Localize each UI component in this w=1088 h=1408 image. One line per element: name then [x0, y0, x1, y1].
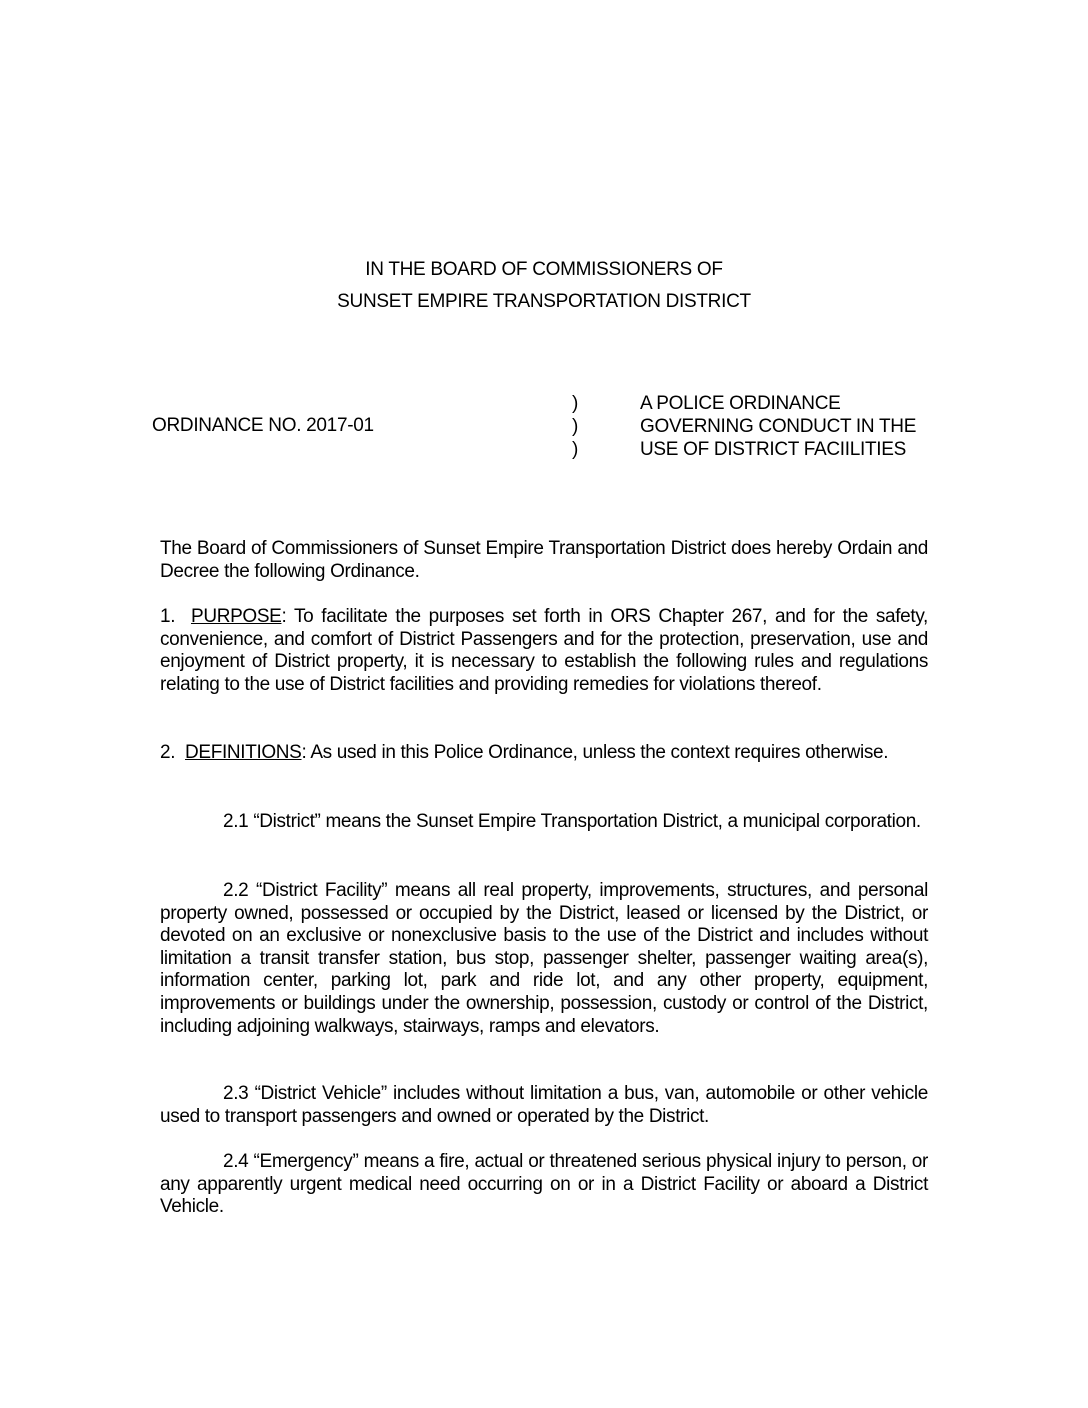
definition-text: “District Facility” means all real property, improvements, structures, and personal property owned, possessed or occupied by the District, leased or licensed by the District, or devoted on an exclusive or nonexclusive basis to the use of the District and includes without limitation a transit transfer station, bus stop, passenger shelter, passenger waiting area(s), information center, parking lot, park and ride lot, and any other property, equipment, improvements or buildings under the ownership, possession, custody or control of the District, including adjoining walkways, stairways, ramps and elevators.: [160, 880, 928, 1037]
section-heading-purpose: PURPOSE: [191, 606, 282, 627]
section-number: 1.: [160, 606, 176, 627]
heading-line-1: IN THE BOARD OF COMMISSIONERS OF: [365, 259, 723, 280]
preamble-text: The Board of Commissioners of Sunset Empire Transportation District does hereby Ordain and Decree the following Ordinance.: [160, 538, 928, 582]
definition-text: “Emergency” means a fire, actual or threatened serious physical injury to person, or any apparently urgent medical need occurring on or in a District Facility or aboard a District Vehicle.: [160, 1151, 928, 1218]
purpose-paragraph: [160, 606, 928, 696]
definition-number: 2.1: [223, 811, 249, 832]
definition-text: “District Vehicle” includes without limitation a bus, van, automobile or other vehicle used to transport passengers and owned or operated by the District.: [160, 1083, 928, 1127]
definition-paragraph: [160, 880, 928, 1038]
definition-number: 2.4: [223, 1151, 249, 1172]
definition-2-3: [160, 1083, 928, 1128]
caption-parentheses: [572, 392, 578, 461]
ordinance-caption: [152, 392, 942, 464]
paren: ): [572, 416, 579, 437]
section-definitions: [160, 742, 928, 765]
definition-number: 2.3: [223, 1083, 249, 1104]
preamble-paragraph: [160, 538, 928, 583]
definition-paragraph: [160, 1083, 928, 1128]
definitions-paragraph: [160, 742, 928, 765]
section-heading-definitions: DEFINITIONS: [185, 742, 302, 763]
ordinance-title-line: USE OF DISTRICT FACIILITIES: [640, 439, 907, 460]
document-heading: [0, 254, 1088, 318]
definition-text: “District” means the Sunset Empire Transportation District, a municipal corporation.: [253, 811, 921, 832]
ordinance-title-line: A POLICE ORDINANCE: [640, 393, 841, 414]
ordinance-title: [640, 392, 916, 461]
ordinance-number: ORDINANCE NO. 2017-01: [152, 415, 374, 436]
definition-number: 2.2: [223, 880, 249, 901]
heading-line-2: SUNSET EMPIRE TRANSPORTATION DISTRICT: [337, 291, 751, 312]
definition-2-4: [160, 1151, 928, 1219]
section-number: 2.: [160, 742, 176, 763]
paren: ): [572, 439, 579, 460]
purpose-text: : To facilitate the purposes set forth in ORS Chapter 267, and for the safety, convenience, and comfort of District Passengers and for the protection, preservation, use and enjoyment of District property, it is necessary to establish the following rules and regulations relating to the use of District facilities and providing remedies for violations thereof.: [160, 606, 928, 695]
definitions-text: : As used in this Police Ordinance, unless the context requires otherwise.: [301, 742, 889, 763]
ordinance-title-line: GOVERNING CONDUCT IN THE: [640, 416, 917, 437]
definition-paragraph: [160, 1151, 928, 1219]
section-purpose: [160, 606, 928, 696]
definition-2-2: [160, 880, 928, 1038]
paren: ): [572, 393, 579, 414]
definition-2-1: [160, 811, 928, 834]
definition-paragraph: [160, 811, 928, 834]
